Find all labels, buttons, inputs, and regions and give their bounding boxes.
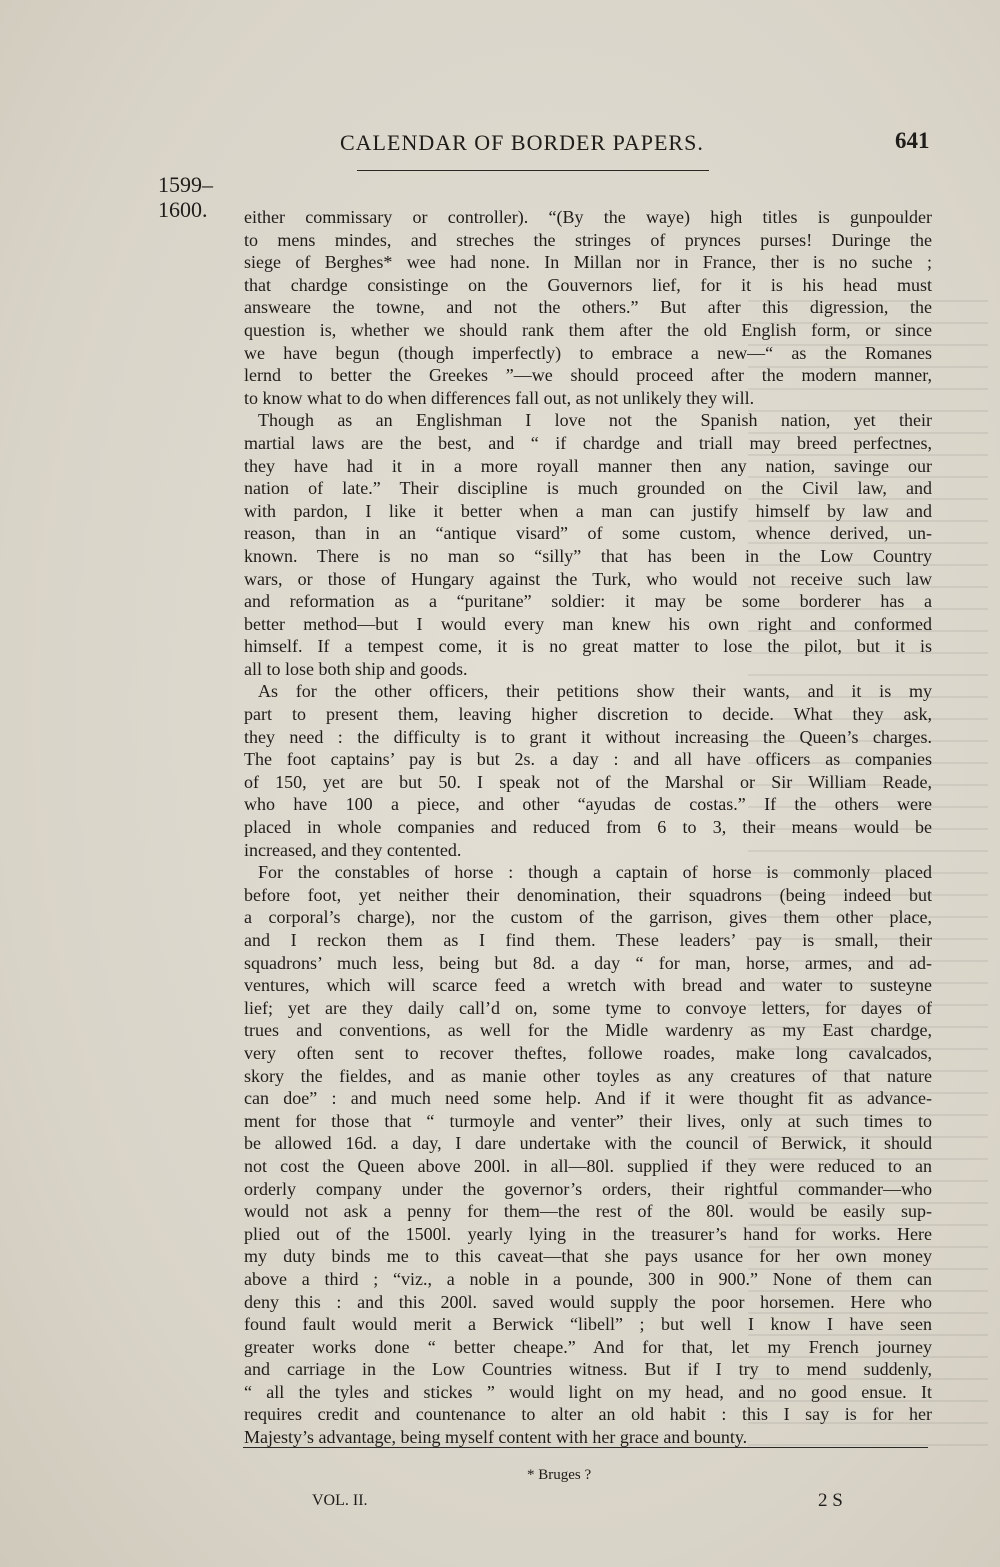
text-line: siege of Berghes* wee had none. In Millan nor in France, ther is no suche ;	[244, 252, 932, 273]
text-line: nation of late.” Their discipline is much grounded on the Civil law, and	[244, 478, 932, 499]
text-line: to mens mindes, and streches the stringes of prynces purses! Duringe the	[244, 229, 932, 250]
paragraph	[244, 680, 932, 861]
text-line: of 150, yet are but 50. I speak not of the Marshal or Sir William Reade,	[244, 771, 932, 792]
paragraph	[244, 206, 932, 409]
text-line: and reformation as a “puritane” soldier: it may be some borderer has a	[244, 591, 932, 612]
text-line: found fault would merit a Berwick “libell” ; but well I know I have seen	[244, 1314, 932, 1335]
text-line: and I reckon them as I find them. These leaders’ pay is small, their	[244, 930, 932, 950]
header-rule	[357, 170, 709, 171]
text-line: my duty binds me to this caveat—that she pays usance for her own money	[244, 1246, 932, 1267]
text-line: we have begun (though imperfectly) to embrace a new—“ as the Romanes	[244, 342, 932, 363]
text-line: be allowed 16d. a day, I dare undertake with the council of Berwick, it should	[244, 1133, 932, 1154]
text-line: Though as an Englishman I love not the Spanish nation, yet their	[258, 410, 932, 431]
text-line: plied out of the 1500l. yearly lying in the treasurer’s hand for works. Here	[244, 1223, 932, 1244]
text-line: ment for those that “ turmoyle and venter” their lives, only at such times to	[244, 1110, 932, 1131]
year-end: 1600.	[158, 197, 208, 222]
text-line: above a third ; “viz., a noble in a pounde, 300 in 900.” None of them can	[244, 1268, 932, 1289]
text-line: part to present them, leaving higher discretion to decide. What they ask,	[244, 704, 932, 725]
text-line: not cost the Queen above 200l. in all—80l. supplied if they were reduced to an	[244, 1155, 932, 1176]
text-line: question is, whether we should rank them after the old English form, or since	[244, 319, 932, 340]
paragraph	[244, 861, 932, 1448]
text-line: all to lose both ship and goods.	[244, 658, 468, 679]
footnote-rule	[243, 1447, 928, 1448]
text-line: The foot captains’ pay is but 2s. a day : and all have officers as companies	[244, 749, 932, 770]
text-line: who have 100 a piece, and other “ayudas de costas.” If the others were	[244, 794, 932, 815]
text-line: orderly company under the governor’s orders, their rightful commander—who	[244, 1178, 932, 1199]
text-line: trues and conventions, as well for the Midle wardenry as my East chardge,	[244, 1020, 932, 1041]
text-line: ventures, which will scarce feed a wretch with bread and water to susteyne	[244, 975, 932, 996]
footnote: * Bruges ?	[527, 1467, 592, 1483]
text-line: that chardge consistinge on the Gouvernors lief, for it is his head must	[244, 274, 932, 295]
text-line: deny this : and this 200l. saved would supply the poor horsemen. Here who	[244, 1291, 932, 1312]
text-line: squadrons’ much less, being but 8d. a day “ for man, horse, armes, and ad-	[244, 952, 932, 973]
paragraph	[244, 409, 932, 680]
text-line: better method—but I would every man knew his own right and conformed	[244, 613, 932, 634]
text-line: very often sent to recover theftes, followe roades, make long cavalcados,	[244, 1042, 932, 1063]
text-line: requires credit and countenance to alter an old habit : this I say is for her	[244, 1404, 932, 1425]
sheet-signature: 2 S	[818, 1490, 843, 1511]
body-text	[244, 206, 932, 1449]
text-line: skory the fieldes, and as manie other toyles as any creatures of that nature	[244, 1065, 932, 1086]
text-line: placed in whole companies and reduced from 6 to 3, their means would be	[244, 817, 932, 838]
text-line: lief; yet are they daily call’d on, some tyme to convoye letters, for dayes of	[244, 997, 932, 1018]
text-line: increased, and they contented.	[244, 839, 462, 860]
text-line: and carriage in the Low Countries witness. But if I try to mend suddenly,	[244, 1359, 932, 1380]
text-line: As for the other officers, their petitions show their wants, and it is my	[258, 681, 932, 702]
margin-year-range	[158, 172, 213, 222]
text-line: answeare the towne, and not the others.” But after this digression, the	[244, 297, 932, 318]
volume-signature: VOL. II.	[312, 1492, 368, 1509]
text-line: either commissary or controller). “(By the waye) high titles is gunpoulder	[244, 207, 932, 227]
running-title: CALENDAR OF BORDER PAPERS.	[340, 130, 704, 155]
text-line: martial laws are the best, and “ if chardge and triall may breed perfectnes,	[244, 432, 932, 453]
text-line: can doe” : and much need some help. And if it were thought fit as advance-	[244, 1088, 932, 1109]
text-line: they need : the difficulty is to grant it without increasing the Queen’s charges.	[244, 726, 932, 747]
text-line: reason, than in an “antique visard” of some custom, whence derived, un-	[244, 523, 932, 544]
text-line: they have had it in a more royall manner then any nation, savinge our	[244, 455, 932, 476]
text-line: wars, or those of Hungary against the Turk, who would not receive such law	[244, 568, 932, 589]
text-line: lernd to better the Greekes ”—we should proceed after the modern manner,	[244, 365, 932, 386]
text-line: greater works done “ better cheape.” And for that, let my French journey	[244, 1336, 932, 1357]
text-line: Majesty’s advantage, being myself content with her grace and bounty.	[244, 1427, 748, 1448]
text-line: himself. If a tempest come, it is no great matter to lose the pilot, but it is	[244, 636, 932, 657]
text-line: would not ask a penny for them—the rest of the 80l. would be easily sup-	[244, 1201, 932, 1222]
text-line: “ all the tyles and stickes ” would light on my head, and no good ensue. It	[244, 1381, 932, 1402]
text-line: before foot, yet neither their denomination, their squadrons (being indeed but	[244, 884, 932, 905]
text-line: with pardon, I like it better when a man can justify himself by law and	[244, 500, 932, 521]
text-line: For the constables of horse : though a captain of horse is commonly placed	[258, 862, 932, 883]
text-line: a corporal’s charge), nor the custom of the garrison, gives them other place,	[244, 907, 932, 928]
text-line: to know what to do when differences fall out, as not unlikely they will.	[244, 387, 755, 408]
year-start: 1599–	[158, 172, 213, 197]
text-line: known. There is no man so “silly” that has been in the Low Country	[244, 545, 932, 566]
page-number: 641	[895, 128, 930, 153]
